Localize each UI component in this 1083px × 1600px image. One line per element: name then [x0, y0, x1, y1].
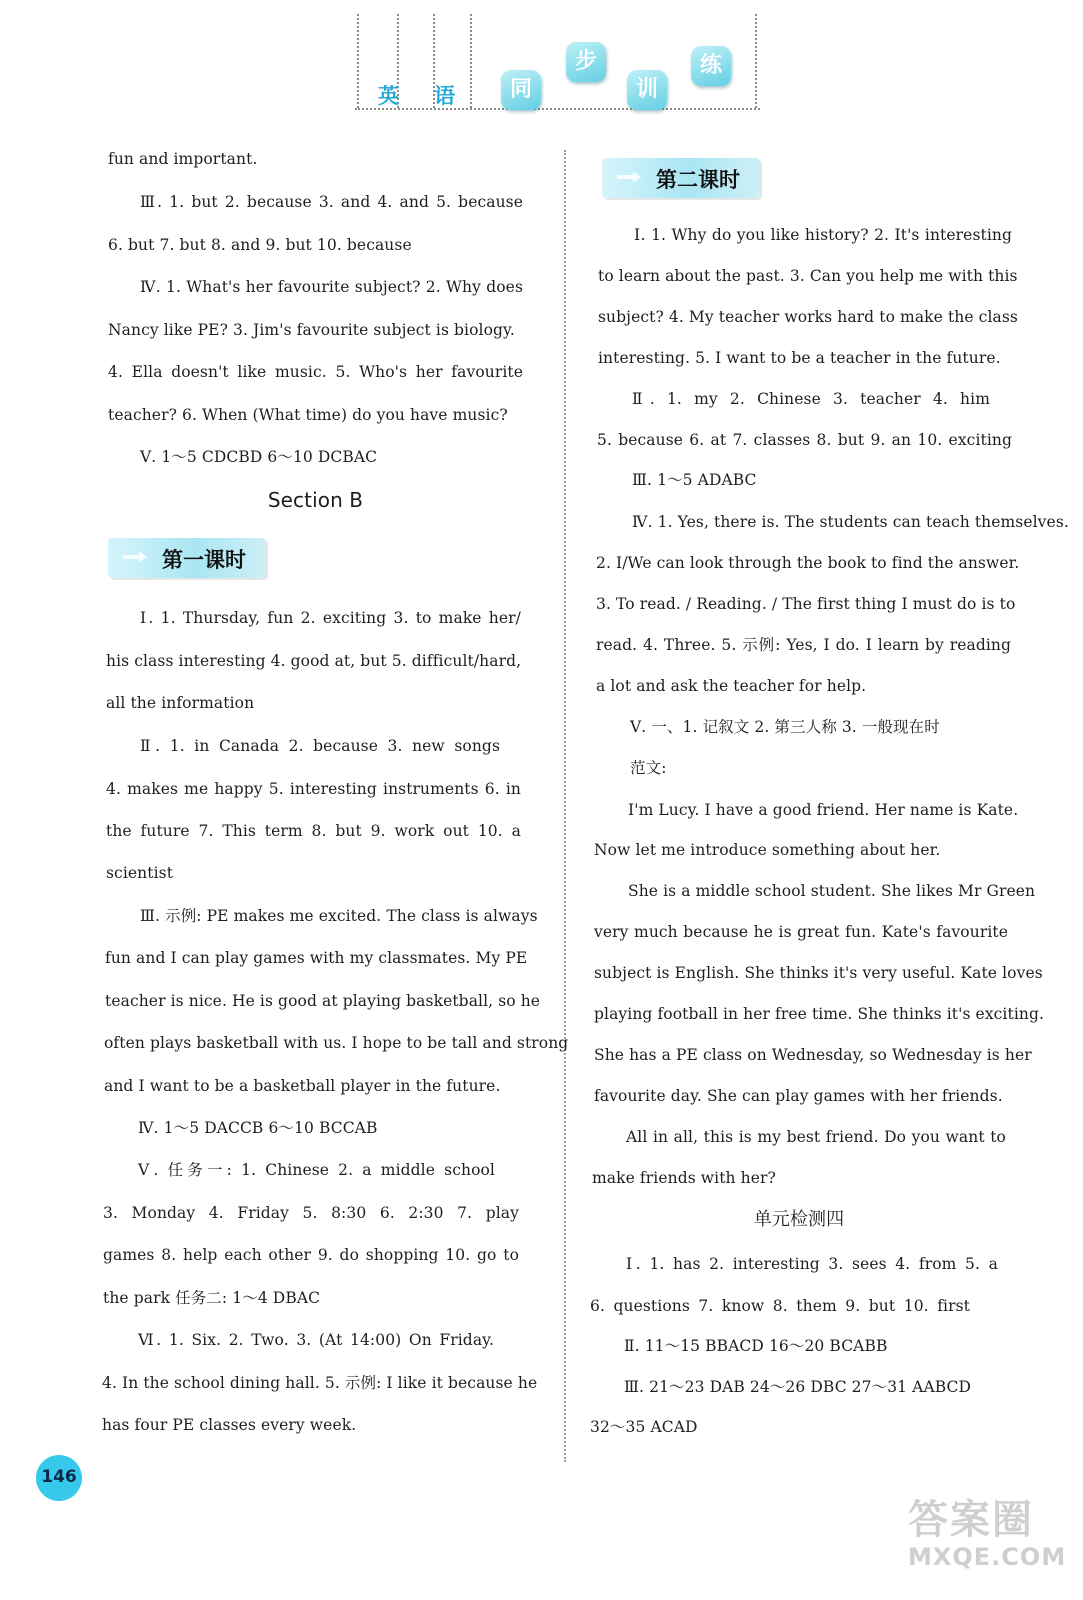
subject-char: 英 [378, 84, 399, 108]
lesson-banner [108, 538, 266, 578]
answer-line: to learn about the past. 3. Can you help me with this [598, 267, 1018, 285]
answer-line: and I want to be a basketball player in the future. [104, 1077, 501, 1095]
answer-line: Ⅳ. 1～5 DACCB 6～10 BCCAB [138, 1119, 378, 1137]
answer-line: scientist [106, 864, 174, 882]
lesson-banner-label: 第一课时 [162, 548, 246, 572]
answer-line: fun and important. [108, 150, 258, 168]
page-number: 146 [36, 1455, 82, 1501]
lesson-banner [602, 158, 760, 198]
arrow-icon [122, 550, 148, 564]
answer-line: the park 任务二: 1～4 DBAC [103, 1289, 321, 1307]
answer-line: 3. To read. / Reading. / The first thing I must do is to [596, 595, 1016, 613]
unit-title: 单元检测四 [753, 1209, 845, 1230]
answer-line: Ⅰ. 1. Thursday, fun 2. exciting 3. to make her/ [140, 609, 521, 627]
answer-line: playing football in her free time. She thinks it's exciting. [594, 1005, 1045, 1023]
subject-char: 语 [434, 84, 455, 108]
answer-line: games 8. help each other 9. do shopping 10. go to [103, 1246, 519, 1264]
answer-line: Now let me introduce something about her. [594, 841, 941, 859]
answer-line: his class interesting 4. good at, but 5. difficult/hard, [106, 652, 522, 670]
answer-line: Nancy like PE? 3. Jim's favourite subject is biology. [108, 321, 515, 339]
title-tile: 训 [627, 70, 667, 110]
answer-line: Ⅱ. 1. my 2. Chinese 3. teacher 4. him [632, 390, 990, 408]
answer-line: 4. In the school dining hall. 5. 示例: I like it because he [102, 1374, 538, 1392]
answer-line: Ⅵ. 1. Six. 2. Two. 3. (At 14:00) On Friday. [138, 1331, 494, 1349]
answer-line: Ⅲ. 示例: PE makes me excited. The class is always [140, 907, 538, 925]
answer-line: 6. questions 7. know 8. them 9. but 10. first [590, 1297, 970, 1315]
answer-line: teacher? 6. When (What time) do you have music? [108, 406, 508, 424]
title-tile: 步 [566, 42, 606, 82]
answer-line: 32～35 ACAD [590, 1418, 698, 1436]
header-divider [470, 14, 472, 108]
answer-line: 4. makes me happy 5. interesting instruments 6. in [106, 780, 521, 798]
answer-line: favourite day. She can play games with her friends. [594, 1087, 1003, 1105]
answer-line: 范文: [630, 759, 667, 777]
answer-line: 2. I/We can look through the book to find the answer. [596, 554, 1020, 572]
answer-line: 6. but 7. but 8. and 9. but 10. because [108, 236, 412, 254]
answer-line: Ⅱ. 1. in Canada 2. because 3. new songs [140, 737, 500, 755]
answer-line: interesting. 5. I want to be a teacher in the future. [598, 349, 1001, 367]
answer-line: fun and I can play games with my classmates. My PE [105, 949, 528, 967]
answer-line: Ⅰ. 1. has 2. interesting 3. sees 4. from 5. a [626, 1255, 998, 1273]
header-divider [357, 14, 359, 108]
answer-line: subject? 4. My teacher works hard to make the class [598, 308, 1018, 326]
answer-line: 3. Monday 4. Friday 5. 8:30 6. 2:30 7. play [103, 1204, 519, 1222]
answer-line: 4. Ella doesn't like music. 5. Who's her favourite [108, 363, 523, 381]
answer-line: Ⅳ. 1. Yes, there is. The students can teach themselves. [632, 513, 1069, 531]
watermark-url: MXQE.COM [908, 1543, 1067, 1571]
answer-line: Ⅱ. 11～15 BBACD 16～20 BCABB [624, 1337, 888, 1355]
answer-line: Ⅴ. 1～5 CDCBD 6～10 DCBAC [140, 448, 378, 466]
answer-line: All in all, this is my best friend. Do you want to [626, 1128, 1006, 1146]
answer-line: She is a middle school student. She likes Mr Green [628, 882, 1036, 900]
header-baseline [355, 108, 760, 110]
column-divider [564, 150, 566, 1462]
lesson-banner-label: 第二课时 [656, 168, 740, 192]
answer-line: She has a PE class on Wednesday, so Wednesday is her [594, 1046, 1032, 1064]
answer-line: Ⅲ. 1. but 2. because 3. and 4. and 5. because [140, 193, 523, 211]
answer-line: Ⅴ. 一、1. 记叙文 2. 第三人称 3. 一般现在时 [630, 718, 940, 736]
watermark [908, 1488, 1066, 1571]
arrow-icon [616, 170, 642, 184]
title-tile: 练 [691, 46, 731, 86]
answer-line: often plays basketball with us. I hope to be tall and strong [104, 1034, 569, 1052]
answer-line: make friends with her? [592, 1169, 776, 1187]
answer-line: I'm Lucy. I have a good friend. Her name is Kate. [628, 801, 1019, 819]
answer-line: teacher is nice. He is good at playing basketball, so he [105, 992, 541, 1010]
answer-line: Ⅳ. 1. What's her favourite subject? 2. Why does [140, 278, 523, 296]
answer-line: very much because he is great fun. Kate's favourite [594, 923, 1008, 941]
answer-line: a lot and ask the teacher for help. [596, 677, 867, 695]
answer-line: the future 7. This term 8. but 9. work out 10. a [106, 822, 521, 840]
answer-line: Ⅲ. 1～5 ADABC [632, 471, 757, 489]
header-divider [755, 14, 757, 108]
title-tile: 同 [501, 70, 541, 110]
answer-line: all the information [106, 694, 255, 712]
watermark-logo: 答案圈 [908, 1497, 1034, 1543]
answer-line: read. 4. Three. 5. 示例: Yes, I do. I learn by reading [596, 636, 1011, 654]
answer-line: Ⅴ. 任务一: 1. Chinese 2. a middle school [138, 1161, 495, 1179]
answer-line: Ⅰ. 1. Why do you like history? 2. It's interesting [634, 226, 1012, 244]
answer-line: Ⅲ. 21～23 DAB 24～26 DBC 27～31 AABCD [624, 1378, 972, 1396]
answer-line: has four PE classes every week. [102, 1416, 357, 1434]
answer-line: subject is English. She thinks it's very useful. Kate loves [594, 964, 1043, 982]
section-title: Section B [267, 488, 364, 512]
answer-line: 5. because 6. at 7. classes 8. but 9. an 10. exciting [597, 431, 1012, 449]
